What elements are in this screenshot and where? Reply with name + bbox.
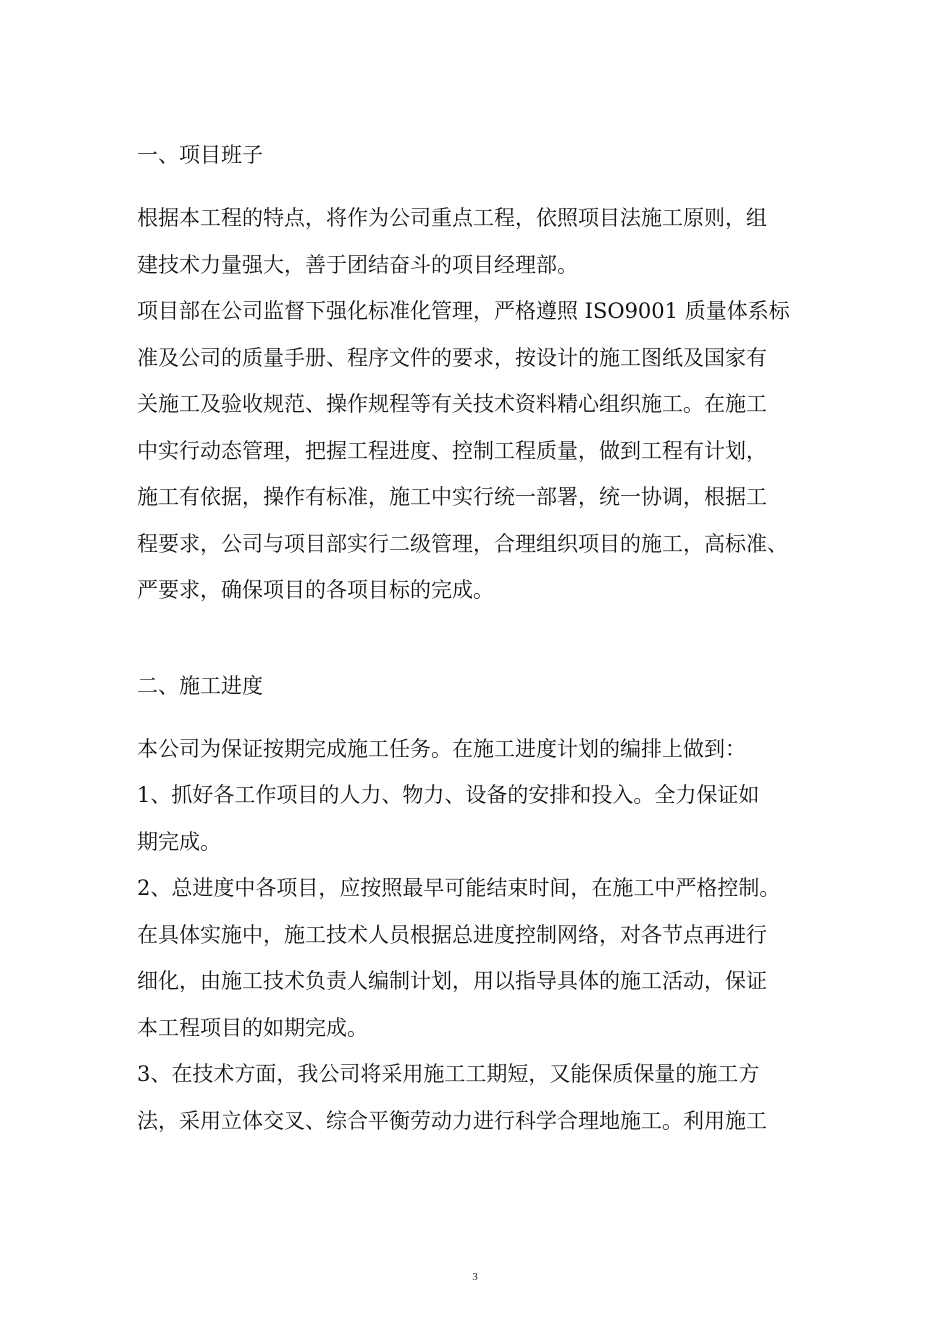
section-heading: 二、施工进度 <box>137 673 263 698</box>
text-line: 在具体实施中，施工技术人员根据总进度控制网络，对各节点再进行 <box>137 922 767 947</box>
text-line: 本公司为保证按期完成施工任务。在施工进度计划的编排上做到： <box>137 736 746 761</box>
paragraph <box>137 772 827 865</box>
paragraph <box>137 726 827 773</box>
text-line: 本工程项目的如期完成。 <box>137 1015 368 1040</box>
text-line: 法，采用立体交叉、综合平衡劳动力进行科学合理地施工。利用施工 <box>137 1108 767 1133</box>
text-line: 1、抓好各工作项目的人力、物力、设备的安排和投入。全力保证如 <box>137 783 760 807</box>
text-line: 细化，由施工技术负责人编制计划，用以指导具体的施工活动，保证 <box>137 969 767 993</box>
paragraph <box>137 865 827 1051</box>
text-line: 根据本工程的特点，将作为公司重点工程，依照项目法施工原则，组 <box>137 206 767 230</box>
text-line: 期完成。 <box>137 829 221 854</box>
paragraph <box>137 195 827 288</box>
text-line: 2、总进度中各项目，应按照最早可能结束时间，在施工中严格控制。 <box>137 876 781 900</box>
paragraph <box>137 288 827 614</box>
section-construction-schedule <box>137 666 827 1145</box>
text-line: 施工有依据，操作有标准，施工中实行统一部署，统一协调，根据工 <box>137 485 767 509</box>
text-line: 程要求，公司与项目部实行二级管理，合理组织项目的施工，高标准、 <box>137 531 788 556</box>
text-line: 项目部在公司监督下强化标准化管理，严格遵照 ISO9001 质量体系标 <box>137 299 790 323</box>
section-heading: 一、项目班子 <box>137 143 263 167</box>
text-line: 中实行动态管理，把握工程进度、控制工程质量，做到工程有计划， <box>137 438 767 463</box>
document-body <box>137 135 827 1144</box>
paragraph <box>137 1051 827 1144</box>
text-line: 3、在技术方面，我公司将采用施工工期短，又能保质保量的施工方 <box>137 1062 760 1086</box>
text-line: 准及公司的质量手册、程序文件的要求，按设计的施工图纸及国家有 <box>137 345 767 370</box>
page-number: 3 <box>472 1271 478 1283</box>
text-line: 严要求，确保项目的各项目标的完成。 <box>137 578 494 602</box>
text-line: 关施工及验收规范、操作规程等有关技术资料精心组织施工。在施工 <box>137 392 767 416</box>
section-project-team <box>137 135 827 614</box>
text-line: 建技术力量强大，善于团结奋斗的项目经理部。 <box>137 252 578 277</box>
